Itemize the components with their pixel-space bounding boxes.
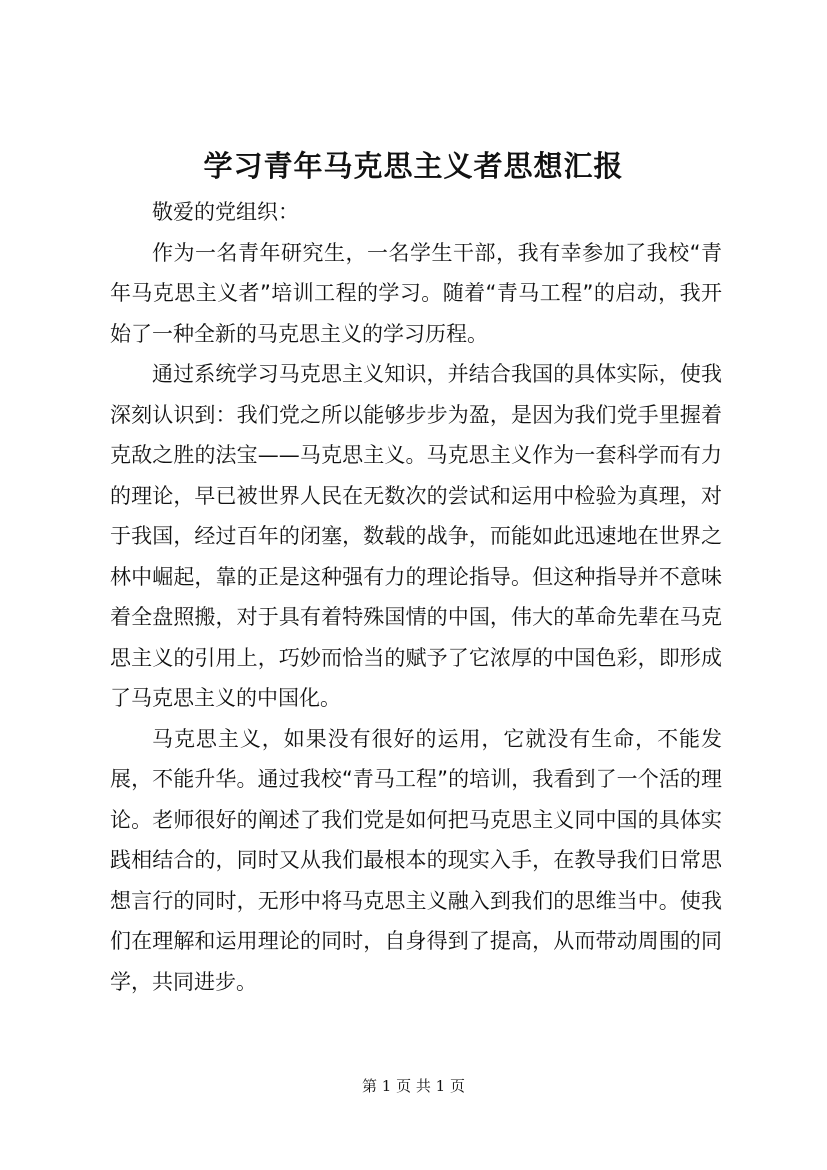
salutation: 敬爱的党组织：	[152, 200, 299, 224]
paragraph-2: 通过系统学习马克思主义知识，并结合我国的具体实际，使我深刻认识到：我们党之所以能够步步为盈，是因为我们党手里握着克敌之胜的法宝——马克思主义。马克思主义作为一套科学而有力的理论，早已被世界人民在无数次的尝试和运用中检验为真理，对于我国，经过百年的闭塞，数载的战争，而能如此迅速地在世界之林中崛起，靠的正是这种强有力的理论指导。但这种指导并不意味着全盘照搬，对于具有着特殊国情的中国，伟大的革命先辈在马克思主义的引用上，巧妙而恰当的赋予了它浓厚的中国色彩，即形成了马克思主义的中国化。	[110, 362, 722, 710]
document-body	[110, 192, 722, 1002]
page-number-footer: 第 1 页 共 1 页	[362, 1077, 465, 1095]
paragraph-3: 马克思主义，如果没有很好的运用，它就没有生命，不能发展，不能升华。通过我校“青马工程”的培训，我看到了一个活的理论。老师很好的阐述了我们党是如何把马克思主义同中国的具体实践相结合的，同时又从我们最根本的现实入手，在教导我们日常思想言行的同时，无形中将马克思主义融入到我们的思维当中。使我们在理解和运用理论的同时，自身得到了提高，从而带动周围的同学，共同进步。	[110, 726, 722, 994]
paragraph-1: 作为一名青年研究生，一名学生干部，我有幸参加了我校“青年马克思主义者”培训工程的学习。随着“青马工程”的启动，我开始了一种全新的马克思主义的学习历程。	[110, 240, 722, 346]
document-title: 学习青年马克思主义者思想汇报	[203, 149, 624, 183]
